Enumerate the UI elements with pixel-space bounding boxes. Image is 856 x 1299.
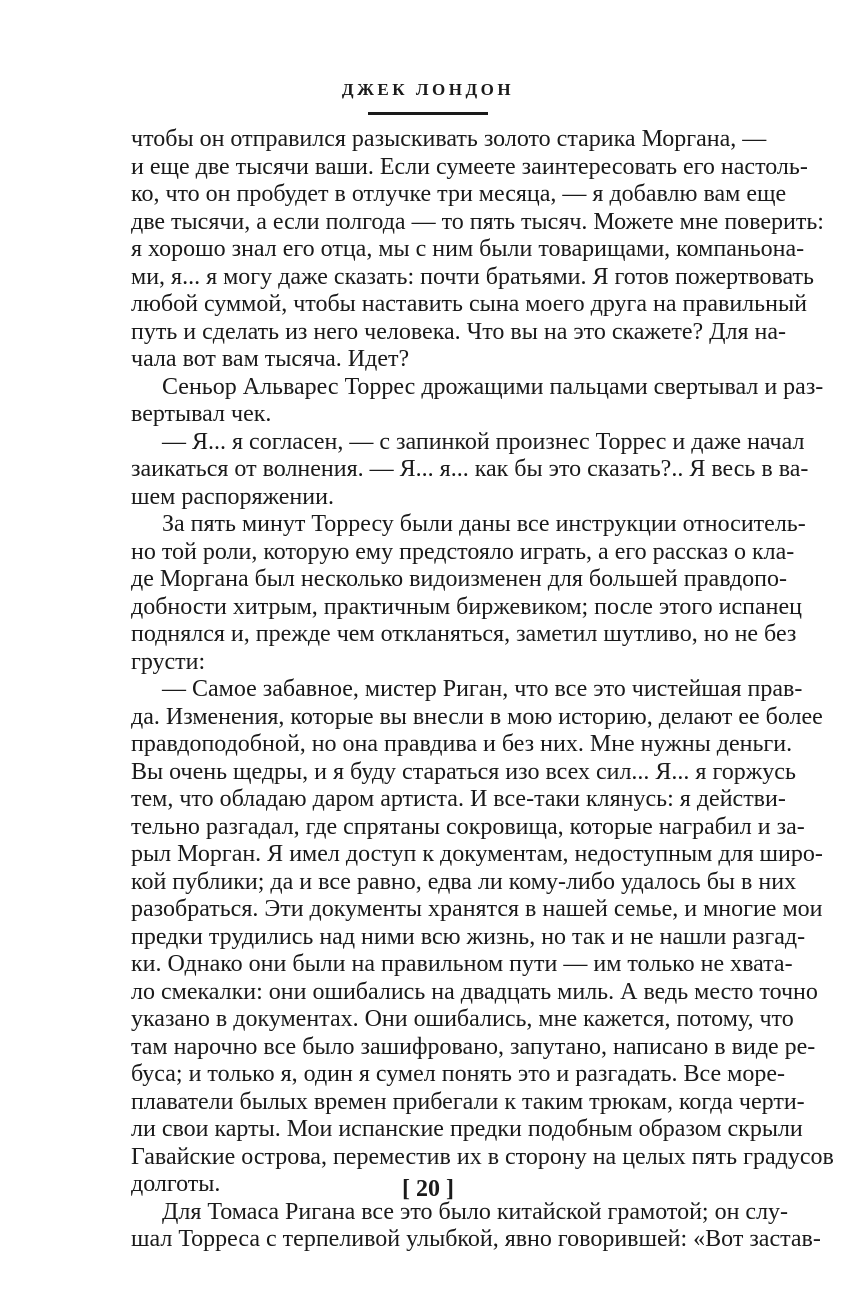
text-line: ко, что он пробудет в отлучке три месяца, — я добавлю вам еще — [131, 181, 787, 207]
text-line: грусти: — [131, 648, 206, 675]
text-line: буса; и только я, один я сумел понять это и разгадать. Все море- — [131, 1061, 785, 1087]
text-line: ми, я... я могу даже сказать: почти братьями. Я готов пожертвовать — [131, 263, 814, 290]
text-line: Гавайские острова, переместив их в сторону на целых пять градусов — [131, 1143, 834, 1170]
text-line: За пять минут Торресу были даны все инструкции относитель- — [162, 511, 806, 537]
text-line: Сеньор Альварес Торрес дрожащими пальцами свертывал и раз- — [162, 373, 824, 400]
text-line: Для Томаса Ригана все это было китайской грамотой; он слу- — [162, 1198, 789, 1225]
text-line: рыл Морган. Я имел доступ к документам, недоступным для широ- — [131, 841, 823, 867]
text-line: там нарочно все было зашифровано, запутано, написано в виде ре- — [131, 1033, 816, 1060]
text-line: путь и сделать из него человека. Что вы на это скажете? Для на- — [131, 318, 787, 345]
text-line: две тысячи, а если полгода — то пять тысяч. Можете мне поверить: — [131, 208, 824, 235]
text-line: я хорошо знал его отца, мы с ним были товарищами, компаньона- — [131, 236, 805, 262]
text-line: заикаться от волнения. — Я... я... как бы это сказать?.. Я весь в ва- — [131, 456, 809, 482]
text-line: шем распоряжении. — [131, 483, 334, 510]
text-line: плаватели былых времен прибегали к таким трюкам, когда черти- — [131, 1088, 805, 1115]
text-line: Вы очень щедры, и я буду стараться изо всех сил... Я... я горжусь — [131, 758, 796, 785]
text-line: ли свои карты. Мои испанские предки подобным образом скрыли — [131, 1116, 803, 1142]
text-line: — Я... я согласен, — с запинкой произнес Торрес и даже начал — [162, 428, 805, 455]
text-line: любой суммой, чтобы наставить сына моего друга на правильный — [131, 291, 807, 317]
text-line: предки трудились над ними всю жизнь, но так и не нашли разгад- — [131, 923, 806, 950]
text-line: кой публики; да и все равно, едва ли кому-либо удалось бы в них — [131, 868, 797, 895]
running-head-title: ДЖЕК ЛОНДОН — [341, 80, 515, 99]
text-line: ки. Однако они были на правильном пути — им только не хвата- — [131, 951, 793, 977]
text-line: разобраться. Эти документы хранятся в нашей семье, и многие мои — [131, 896, 823, 922]
text-line: указано в документах. Они ошибались, мне кажется, потому, что — [131, 1006, 794, 1032]
text-line: чала вот вам тысяча. Идет? — [131, 346, 410, 372]
body-text — [131, 126, 834, 1254]
text-line: поднялся и, прежде чем откланяться, заметил шутливо, но не без — [131, 621, 797, 647]
text-line: ло смекалки: они ошибались на двадцать миль. А ведь место точно — [131, 978, 818, 1005]
text-line: тем, что обладаю даром артиста. И все-таки клянусь: я действи- — [131, 786, 786, 812]
text-line: правдоподобной, но она правдива и без них. Мне нужны деньги. — [131, 731, 793, 757]
text-line: но той роли, которую ему предстояло играть, а его рассказ о кла- — [131, 538, 795, 565]
text-line: добности хитрым, практичным биржевиком; после этого испанец — [131, 593, 802, 620]
text-line: долготы. — [131, 1171, 221, 1197]
header-rule — [368, 112, 488, 115]
text-line: шал Торреса с терпеливой улыбкой, явно говорившей: «Вот застав- — [131, 1226, 821, 1252]
text-line: де Моргана был несколько видоизменен для большей правдопо- — [131, 566, 787, 592]
text-line: и еще две тысячи ваши. Если сумеете заинтересовать его настоль- — [131, 153, 808, 180]
text-line: чтобы он отправился разыскивать золото старика Моргана, — — [131, 126, 767, 152]
text-line: — Самое забавное, мистер Риган, что все это чистейшая прав- — [162, 676, 803, 702]
text-line: вертывал чек. — [131, 401, 272, 427]
text-line: да. Изменения, которые вы внесли в мою историю, делают ее более — [131, 703, 823, 730]
page-number: [ 20 ] — [402, 1176, 454, 1202]
text-line: тельно разгадал, где спрятаны сокровища, которые награбил и за- — [131, 813, 805, 840]
